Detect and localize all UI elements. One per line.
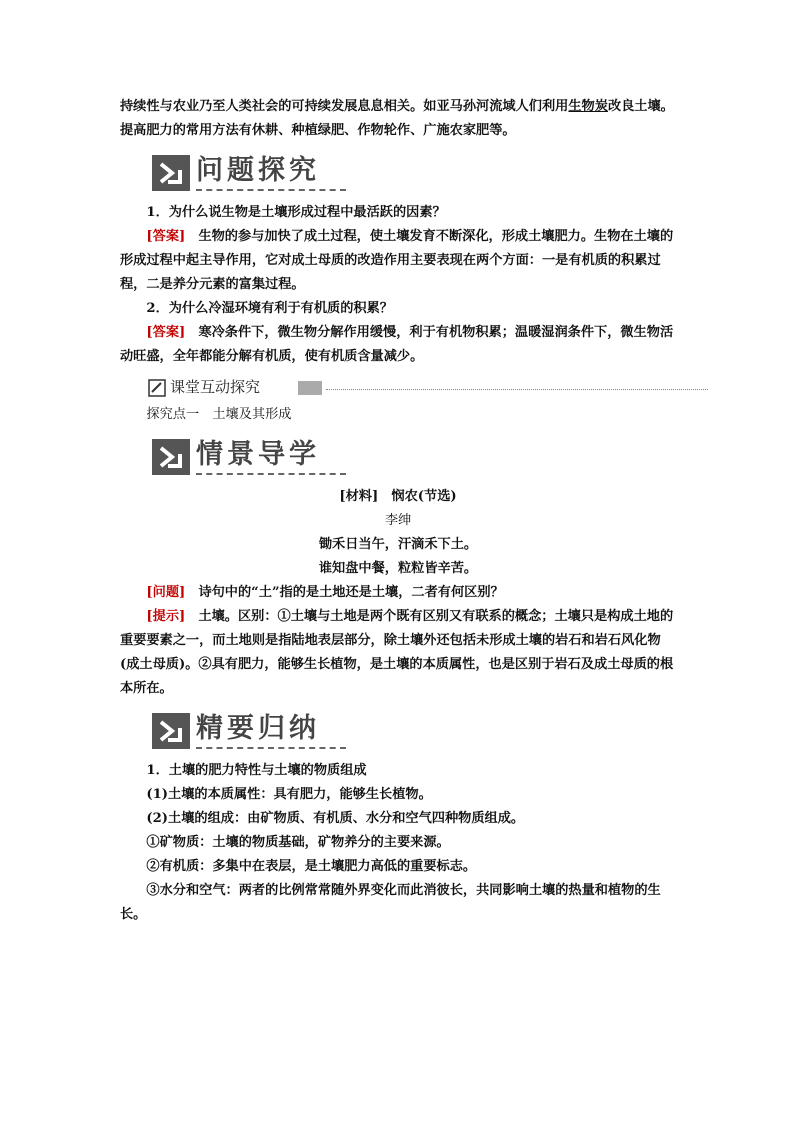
poem-line-1: 锄禾日当午，汗滴禾下土。: [318, 537, 478, 552]
section-header: [148, 375, 676, 401]
poem-header: [材料] 悯农(节选): [339, 489, 457, 504]
question-1: 1．为什么说生物是土壤形成过程中最活跃的因素？: [146, 205, 446, 220]
banner-question-explore: [152, 151, 352, 195]
summary-item: ③水分和空气：两者的比例常常随外界变化而此消彼长，共同影响土壤的热量和植物的生长。: [120, 883, 661, 922]
document-page: [120, 95, 676, 927]
hint: [提示] 土壤。区别：①土壤与土地是两个既有区别又有联系的概念；土壤只是构成土地的重要要素之一，而土地则是指陆地表层部分，除土壤外还包括未形成土壤的岩石和岩石风化物(成土母质)。②具有肥力，能够生长植物，是土壤的本质属性，也是区别于岩石及成土母质的根本所在。: [120, 609, 674, 696]
summary-item: (1)土壤的本质属性：具有肥力，能够生长植物。: [146, 787, 432, 802]
intro-paragraph: 持续性与农业乃至人类社会的可持续发展息息相关。如亚马孙河流域人们利用生物炭改良土壤。提高肥力的常用方法有休耕、种植绿肥、作物轮作、广施农家肥等。: [120, 99, 674, 138]
answer-tag: [答案]: [146, 229, 186, 244]
underlined-term: 生物炭: [568, 99, 608, 114]
problem-tag: [问题]: [146, 585, 186, 600]
problem: [问题] 诗句中的“土”指的是土地还是土壤，二者有何区别？: [146, 585, 504, 600]
arrow-icon: [152, 713, 190, 749]
banner-summary: [152, 709, 352, 753]
banner-title: 精要归纳: [196, 713, 320, 744]
banner-title: 情景导学: [196, 439, 320, 470]
answer-2: [答案] 寒冷条件下，微生物分解作用缓慢，利于有机物积累；温暖湿润条件下，微生物活动旺盛，全年都能分解有机质，使有机质含量减少。: [120, 325, 674, 364]
banner-scene-guide: [152, 435, 352, 479]
answer-1: [答案] 生物的参与加快了成土过程，使土壤发育不断深化，形成土壤肥力。生物在土壤的形成过程中起主导作用，它对成土母质的改造作用主要表现在两个方面：一是有机质的积累过程，二是养分元素的富集过程。: [120, 229, 674, 292]
arrow-icon: [152, 439, 190, 475]
answer-tag: [答案]: [146, 325, 186, 340]
hint-tag: [提示]: [146, 609, 186, 624]
poem-author: 李绅: [384, 513, 412, 528]
arrow-icon: [152, 155, 190, 191]
summary-item: ①矿物质：土壤的物质基础，矿物养分的主要来源。: [146, 835, 450, 850]
summary-item: (2)土壤的组成：由矿物质、有机质、水分和空气四种物质组成。: [146, 811, 525, 826]
explore-point: 探究点一 土壤及其形成: [146, 407, 292, 422]
poem-line-2: 谁知盘中餐，粒粒皆辛苦。: [318, 561, 478, 576]
question-2: 2．为什么冷湿环境有利于有机质的积累？: [146, 301, 393, 316]
summary-item: ②有机质：多集中在表层，是土壤肥力高低的重要标志。: [146, 859, 477, 874]
banner-title: 问题探究: [196, 155, 320, 186]
pencil-icon: [148, 379, 166, 397]
summary-heading: 1．土壤的肥力特性与土壤的物质组成: [146, 763, 367, 778]
section-title: 课堂互动探究: [170, 378, 261, 396]
